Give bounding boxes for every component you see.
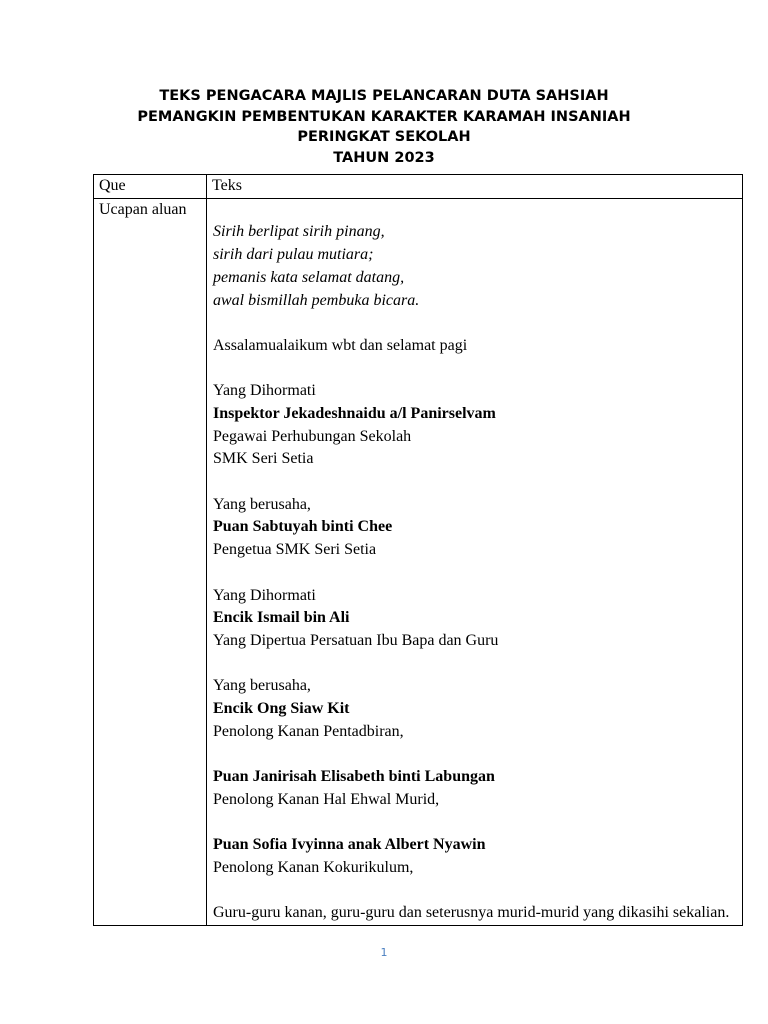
honoree-name: Puan Sofia Ivyinna anak Albert Nyawin <box>213 836 486 854</box>
honoree-role: Pengetua SMK Seri Setia <box>213 541 377 559</box>
title-line: TAHUN 2023 <box>333 149 435 166</box>
honoree-name: Encik Ismail bin Ali <box>213 609 350 627</box>
poem-line: awal bismillah pembuka bicara. <box>213 291 420 309</box>
honoree-role: Yang Dipertua Persatuan Ibu Bapa dan Guru <box>213 631 499 649</box>
honoree-name: Puan Sabtuyah binti Chee <box>213 518 393 536</box>
header-text: Teks <box>207 175 743 199</box>
honoree-role: Penolong Kanan Pentadbiran, <box>213 722 404 740</box>
poem-line: pemanis kata selamat datang, <box>213 268 405 286</box>
title-line: PEMANGKIN PEMBENTUKAN KARAKTER KARAMAH INSANIAH <box>137 108 631 125</box>
honoree-role: Penolong Kanan Hal Ehwal Murid, <box>213 790 440 808</box>
honoree-role: Penolong Kanan Kokurikulum, <box>213 858 414 876</box>
pantun <box>213 221 738 312</box>
greeting: Assalamualaikum wbt dan selamat pagi <box>213 336 468 354</box>
salutation: Yang berusaha, <box>213 495 311 513</box>
honoree-role: SMK Seri Setia <box>213 450 314 468</box>
title-line: TEKS PENGACARA MAJLIS PELANCARAN DUTA SAHSIAH <box>159 88 609 104</box>
header-cue: Que <box>94 175 207 199</box>
honoree-block <box>213 585 738 653</box>
honoree-name: Inspektor Jekadeshnaidu a/l Panirselvam <box>213 404 496 422</box>
poem-line: Sirih berlipat sirih pinang, <box>213 223 385 241</box>
cue-cell: Ucapan aluan <box>94 198 207 925</box>
closing-text: Guru-guru kanan, guru-guru dan seterusnya murid-murid yang dikasihi sekalian. <box>213 904 730 922</box>
honoree-block <box>213 675 738 743</box>
honoree-role: Pegawai Perhubungan Sekolah <box>213 427 412 445</box>
title-line: PERINGKAT SEKOLAH <box>297 129 471 145</box>
honoree-block <box>213 380 738 471</box>
poem-line: sirih dari pulau mutiara; <box>213 246 374 264</box>
honoree-name: Encik Ong Siaw Kit <box>213 700 350 718</box>
table-row <box>94 198 743 925</box>
salutation: Yang berusaha, <box>213 677 311 695</box>
table-header-row <box>94 175 743 199</box>
honoree-name: Puan Janirisah Elisabeth binti Labungan <box>213 768 495 786</box>
salutation: Yang Dihormati <box>213 586 316 604</box>
honoree-block <box>213 834 738 879</box>
document-title <box>94 86 674 168</box>
salutation: Yang Dihormati <box>213 382 316 400</box>
honoree-block <box>213 494 738 562</box>
text-cell <box>207 198 743 925</box>
honoree-block <box>213 766 738 811</box>
script-table <box>93 174 743 926</box>
page-number: 1 <box>380 946 388 959</box>
